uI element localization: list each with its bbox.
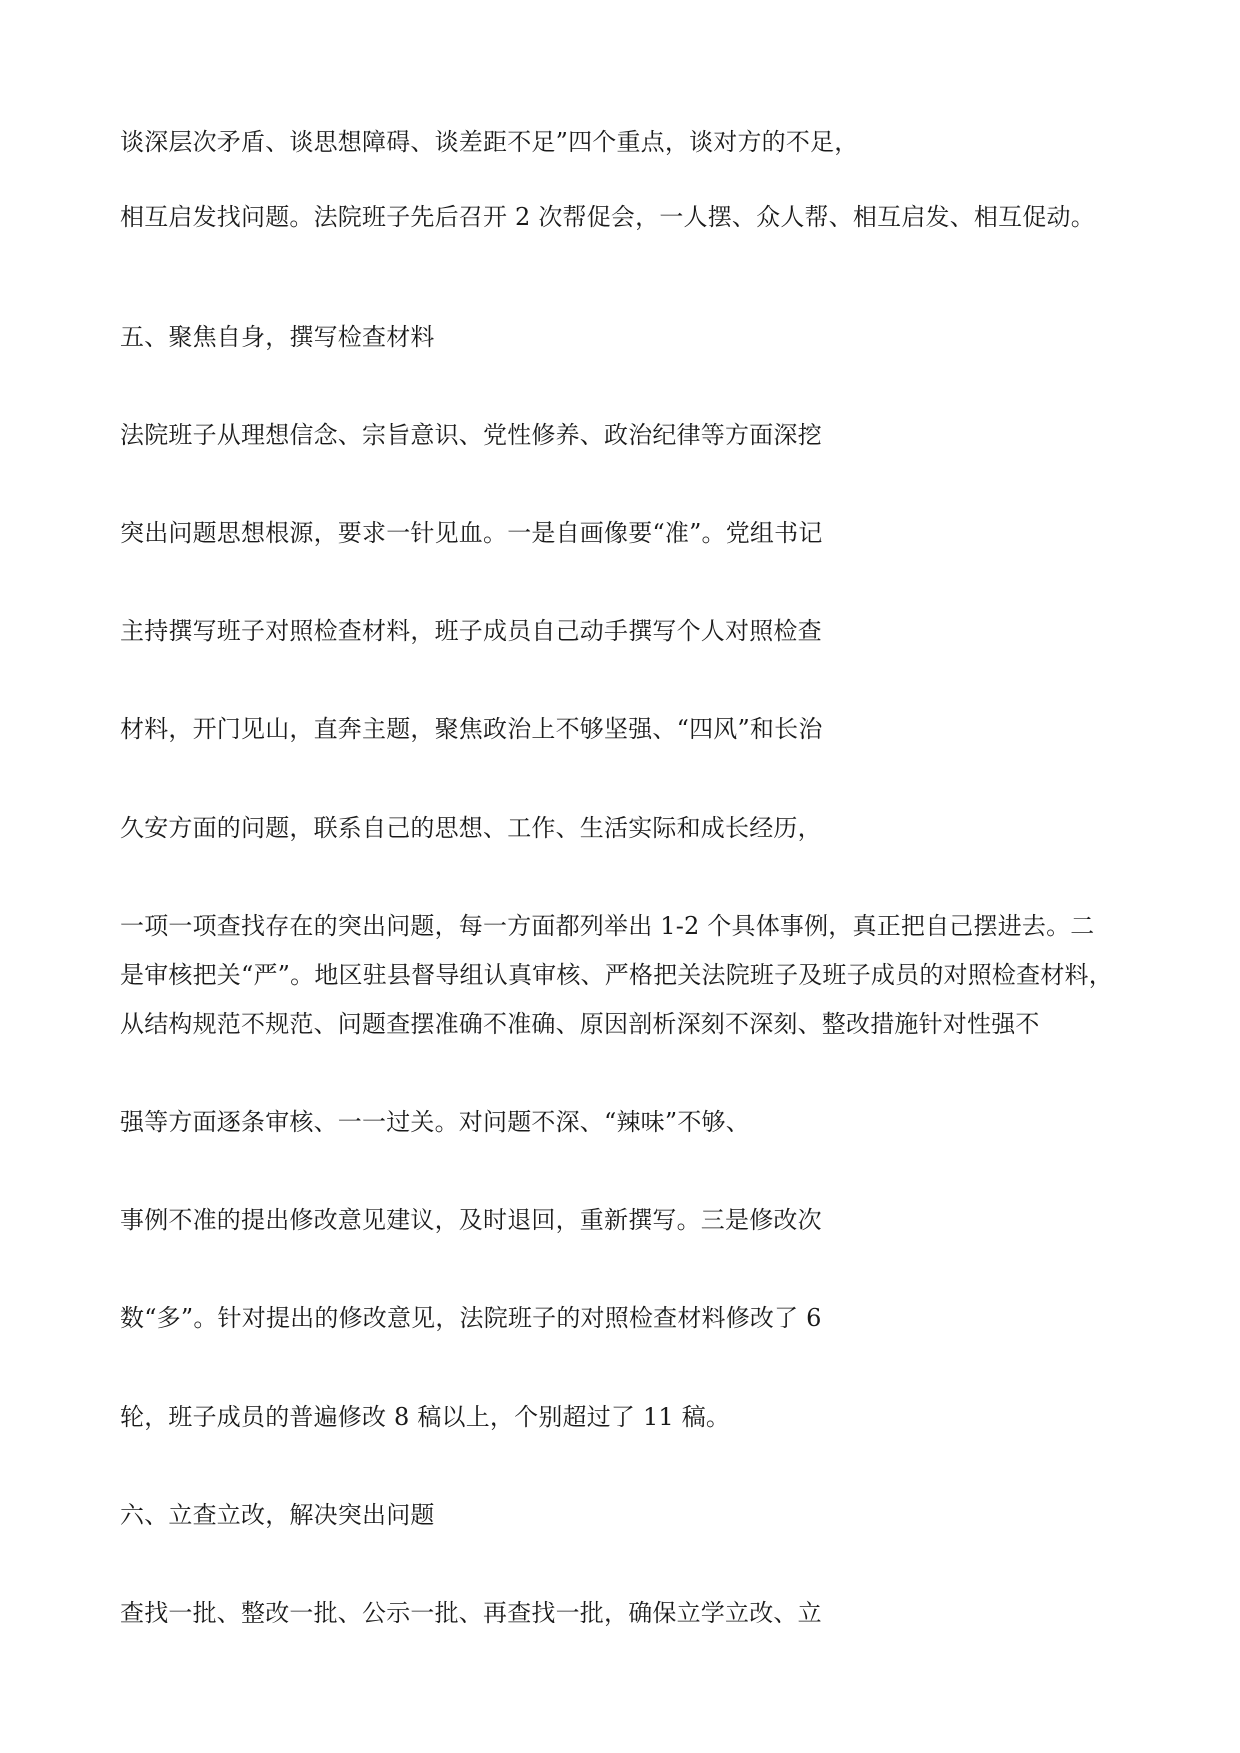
- text-line: 强等方面逐条审核、一一过关。对问题不深、“辣味”不够、: [120, 1108, 750, 1136]
- section-heading: 五、聚焦自身，撰写检查材料: [120, 323, 435, 351]
- text-line: 相互启发找问题。法院班子先后召开 2 次帮促会，一人摆、众人帮、相互启发、相互促动。: [120, 203, 1095, 231]
- text-line: 突出问题思想根源，要求一针见血。一是自画像要“准”。党组书记: [120, 519, 823, 547]
- text-line: 数“多”。针对提出的修改意见，法院班子的对照检查材料修改了 6: [120, 1304, 822, 1332]
- section-heading: 六、立查立改，解决突出问题: [120, 1501, 435, 1529]
- text-line: 久安方面的问题，联系自己的思想、工作、生活实际和成长经历，: [120, 814, 822, 842]
- text-line: 是审核把关“严”。地区驻县督导组认真审核、严格把关法院班子及班子成员的对照检查材料，: [120, 961, 1113, 989]
- text-line: 谈深层次矛盾、谈思想障碍、谈差距不足”四个重点，谈对方的不足，: [120, 128, 859, 156]
- text-line: 轮，班子成员的普遍修改 8 稿以上，个别超过了 11 稿。: [120, 1403, 731, 1431]
- text-line: 材料，开门见山，直奔主题，聚焦政治上不够坚强、“四风”和长治: [120, 715, 823, 743]
- text-line: 从结构规范不规范、问题查摆准确不准确、原因剖析深刻不深刻、整改措施针对性强不: [120, 1010, 1040, 1038]
- text-line: 事例不准的提出修改意见建议，及时退回，重新撰写。三是修改次: [120, 1206, 822, 1234]
- text-line: 主持撰写班子对照检查材料，班子成员自己动手撰写个人对照检查: [120, 617, 822, 645]
- text-line: 一项一项查找存在的突出问题，每一方面都列举出 1-2 个具体事例，真正把自己摆进去。二: [120, 912, 1095, 940]
- text-line: 查找一批、整改一批、公示一批、再查找一批，确保立学立改、立: [120, 1599, 822, 1627]
- text-line: 法院班子从理想信念、宗旨意识、党性修养、政治纪律等方面深挖: [120, 421, 822, 449]
